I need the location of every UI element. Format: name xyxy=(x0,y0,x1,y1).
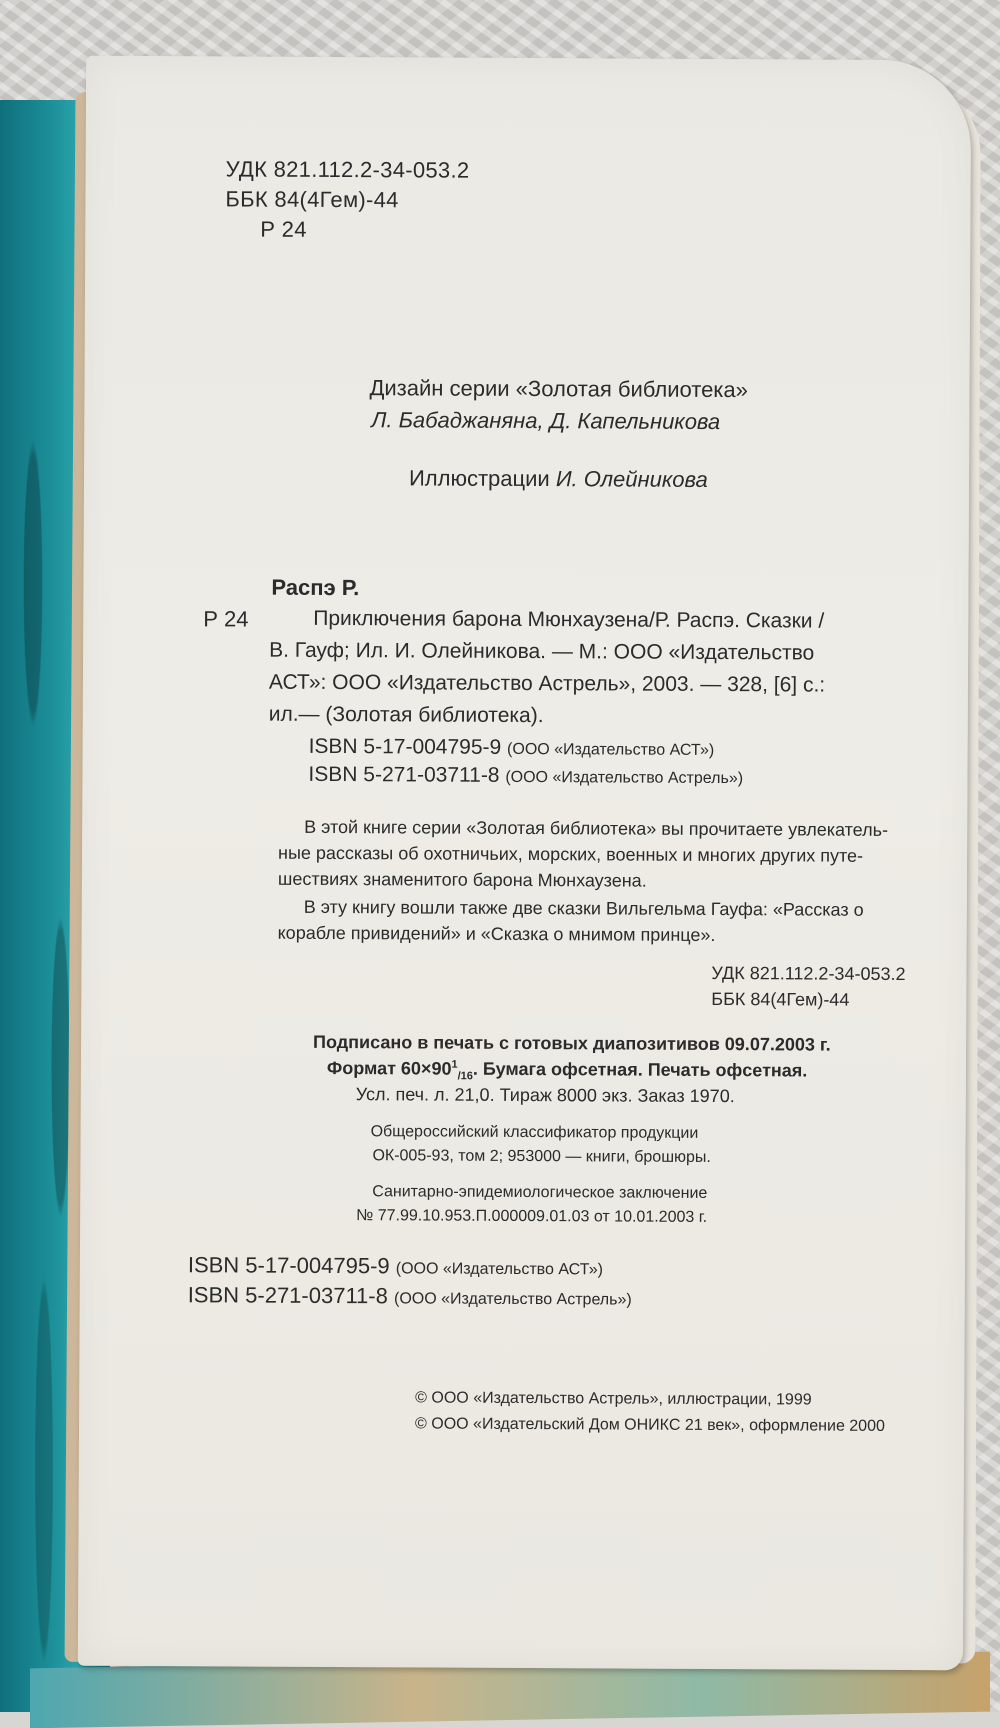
series-design-names: Л. Бабаджаняна, Д. Капельникова xyxy=(371,407,721,435)
catalog-author: Распэ Р. xyxy=(271,574,360,601)
isbn-block-2-number: ISBN 5-271-03711-8 xyxy=(187,1282,388,1309)
catalog-line-4: ил.— (Золотая библиотека). xyxy=(268,702,544,728)
imprint-format-sup: 1 xyxy=(451,1058,458,1071)
okp-line-1: Общероссийский классификатор продукции xyxy=(370,1123,699,1142)
imprint-paper: . Бумага офсетная. Печать офсетная. xyxy=(472,1058,808,1081)
sanitary-line-1: Санитарно-эпидемиологическое заключение xyxy=(372,1183,708,1202)
copyright-illustrations: © ООО «Издательство Астрель», иллюстрации, 1999 xyxy=(415,1389,812,1409)
isbn-block-2 xyxy=(188,1282,632,1310)
imprint-print-run: Усл. печ. л. 21,0. Тираж 8000 экз. Заказ 1970. xyxy=(355,1084,735,1107)
catalog-isbn-1-number: ISBN 5-17-004795-9 xyxy=(308,734,502,759)
catalog-isbn-2 xyxy=(308,763,743,789)
isbn-block-1-number: ISBN 5-17-004795-9 xyxy=(187,1252,390,1279)
imprint-signed: Подписано в печать с готовых диапозитивов 09.07.2003 г. xyxy=(313,1031,831,1055)
imprint-format-sub: /16 xyxy=(457,1070,473,1083)
catalog-isbn-1 xyxy=(309,735,715,761)
catalog-mark: Р 24 xyxy=(203,606,249,632)
catalog-line-3: АСТ»: ООО «Издательство Астрель», 2003. — 328, [6] с.: xyxy=(268,670,826,697)
isbn-block-1 xyxy=(188,1252,603,1280)
catalog-isbn-1-publisher: (ООО «Издательство АСТ») xyxy=(507,740,715,759)
illustrations-credit xyxy=(409,465,708,493)
author-mark: Р 24 xyxy=(260,216,307,242)
catalog-line-2: В. Гауф; Ил. И. Олейникова. — М.: ООО «Издательство xyxy=(269,638,815,665)
illustrations-label: Иллюстрации xyxy=(408,465,550,492)
catalog-isbn-2-publisher: (ООО «Издательство Астрель») xyxy=(505,768,744,788)
okp-line-2: ОК-005-93, том 2; 953000 — книги, брошюры. xyxy=(372,1147,711,1166)
annotation-p1-line2: ные рассказы об охотничьих, морских, военных и многих других путе- xyxy=(277,842,864,866)
annotation-udk: УДК 821.112.2-34-053.2 xyxy=(711,962,906,984)
annotation-p1-line3: шествиях знаменитого барона Мюнхаузена. xyxy=(277,868,647,891)
isbn-block-1-publisher: (ООО «Издательство АСТ») xyxy=(395,1260,604,1279)
catalog-line-1: Приключения барона Мюнхаузена/Р. Распэ. Сказки / xyxy=(313,606,825,633)
book-page xyxy=(78,56,971,1671)
annotation-bbk: ББК 84(4Гем)-44 xyxy=(711,988,850,1010)
illustrations-name: И. Олейникова xyxy=(555,466,708,492)
udk-code: УДК 821.112.2-34-053.2 xyxy=(225,156,470,183)
imprint-format xyxy=(327,1058,808,1084)
catalog-isbn-2-number: ISBN 5-271-03711-8 xyxy=(308,762,500,787)
annotation-p2-line2: корабле привидений» и «Сказка о мнимом принце». xyxy=(277,922,716,946)
copyright-design: © ООО «Издательский Дом ОНИКС 21 век», оформление 2000 xyxy=(415,1415,885,1435)
bbk-code: ББК 84(4Гем)-44 xyxy=(225,186,399,213)
annotation-p1-line1: В этой книге серии «Золотая библиотека» вы прочитаете увлекатель- xyxy=(304,816,889,840)
series-design-line: Дизайн серии «Золотая библиотека» xyxy=(369,375,748,403)
sanitary-line-2: № 77.99.10.953.П.000009.01.03 от 10.01.2003 г. xyxy=(356,1207,708,1226)
isbn-block-2-publisher: (ООО «Издательство Астрель») xyxy=(393,1290,632,1309)
imprint-format-label: Формат 60×90 xyxy=(326,1057,452,1079)
annotation-p2-line1: В эту книгу вошли также две сказки Вильгельма Гауфа: «Рассказ о xyxy=(303,896,864,920)
